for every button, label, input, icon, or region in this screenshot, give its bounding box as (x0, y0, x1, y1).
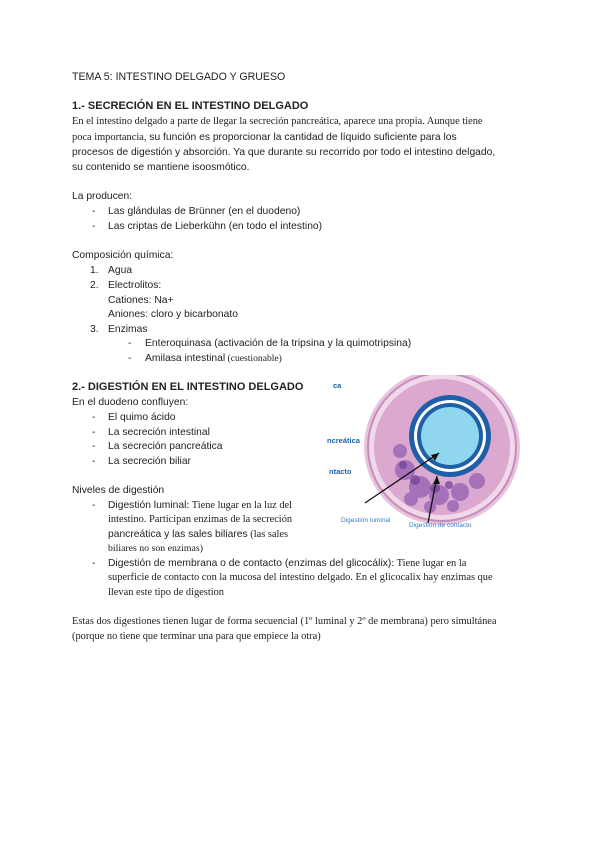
composicion-label: Composición química: (72, 250, 174, 261)
intestine-cross-section-figure (325, 375, 535, 545)
producen-dash-1: - (92, 206, 96, 217)
section1-para-line1: En el intestino delgado a parte de llegar la secreción pancreática, aparece una propia. Aunque tiene (72, 116, 483, 127)
enzima-item-2a: Amilasa intestinal (145, 353, 226, 364)
luminal-line2-text: intestino. Participan enzimas de la secreción (108, 514, 293, 525)
enzima-item-2 (145, 352, 282, 366)
membrana-line3: llevan este tipo de digestion (108, 587, 225, 598)
label-partial-low: ntacto (329, 467, 352, 476)
section1-heading: 1.- SECRECIÓN EN EL INTESTINO DELGADO (72, 100, 309, 112)
luminal-line4: biliares no son enzimas) (108, 543, 203, 554)
confluyen-dash-2: - (92, 427, 96, 438)
final-line2: (porque no tiene que terminar una para que empiece la otra) (72, 631, 321, 642)
comp-item-2: Electrolitos: (108, 280, 162, 291)
luminal-line3b: (las sales (247, 529, 289, 540)
niveles-label: Niveles de digestión (72, 485, 165, 496)
comp-num-3: 3. (90, 324, 99, 335)
label-partial-mid: ncreática (327, 436, 360, 445)
luminal-line3 (108, 528, 288, 542)
section1-para-line3: procesos de digestión y absorción. Ya que durante su recorrido por todo el intestino delgado, (72, 147, 496, 158)
cationes-line: Cationes: Na+ (108, 295, 174, 306)
confluyen-item-4: La secreción biliar (108, 456, 191, 467)
intestine-diagram (325, 375, 535, 545)
label-luminal (341, 517, 391, 524)
comp-num-1: 1. (90, 265, 99, 276)
section1-para-line4: su contenido se mantiene isoosmótico. (72, 162, 250, 173)
producen-item-1: Las glándulas de Brünner (en el duodeno) (108, 206, 301, 217)
enzima-item-2b: (cuestionable) (225, 353, 282, 364)
confluyen-dash-4: - (92, 456, 96, 467)
confluyen-dash-3: - (92, 441, 96, 452)
luminal-line3a: pancreática y las sales biliares (108, 529, 248, 540)
label-contacto: Digestión de contacto (409, 522, 472, 529)
label-partial-top: ca (333, 381, 342, 390)
confluyen-item-1: El quimo ácido (108, 412, 176, 423)
lumen-center (421, 407, 479, 465)
luminal-line1 (108, 499, 292, 513)
section1-para-line2 (72, 131, 457, 145)
confluyen-dash-1: - (92, 412, 96, 423)
comp-item-3: Enzimas (108, 324, 148, 335)
confluyen-item-2: La secreción intestinal (108, 427, 210, 438)
section1-para-line2a: poca importancia, (72, 132, 147, 143)
section2-heading: 2.- DIGESTIÓN EN EL INTESTINO DELGADO (72, 381, 304, 393)
enzima-dash-1: - (128, 338, 132, 349)
document-title: TEMA 5: INTESTINO DELGADO Y GRUESO (72, 71, 286, 83)
membrana-line1 (108, 557, 466, 571)
enzima-item-1: Enteroquinasa (activación de la tripsina y la quimotripsina) (145, 338, 412, 349)
producen-label: La producen: (72, 191, 133, 202)
aniones-line: Aniones: cloro y bicarbonato (108, 309, 238, 320)
enzima-dash-2: - (128, 353, 132, 364)
producen-item-2: Las criptas de Lieberkühn (en todo el intestino) (108, 221, 323, 232)
luminal-line2 (108, 514, 292, 525)
final-line1: Estas dos digestiones tienen lugar de forma secuencial (1º luminal y 2º de membrana) pero simultánea (72, 616, 497, 627)
section1-para-line2b: su función es proporcionar la cantidad de líquido suficiente para los (146, 132, 457, 143)
membrana-line2: superficie de contacto con la mucosa del intestino delgado. En el glicocalix hay enzimas que (108, 572, 493, 583)
membrana-line1a: Digestión de membrana o de contacto (enzimas del glicocálix) (108, 558, 392, 569)
confluyen-item-3: La secreción pancreática (108, 441, 223, 452)
membrana-line1b: : Tiene lugar en la (391, 558, 467, 569)
label-luminal-text: Digestión luminal (341, 517, 391, 524)
producen-dash-2: - (92, 221, 96, 232)
confluyen-label: En el duodeno confluyen: (72, 397, 189, 408)
comp-num-2: 2. (90, 280, 99, 291)
luminal-line1a: Digestión luminal (108, 500, 187, 511)
niveles-dash-2: - (92, 558, 96, 569)
luminal-line1b: : Tiene lugar en la luz del (186, 500, 293, 511)
comp-item-1: Agua (108, 265, 133, 276)
niveles-dash-1: - (92, 500, 96, 511)
